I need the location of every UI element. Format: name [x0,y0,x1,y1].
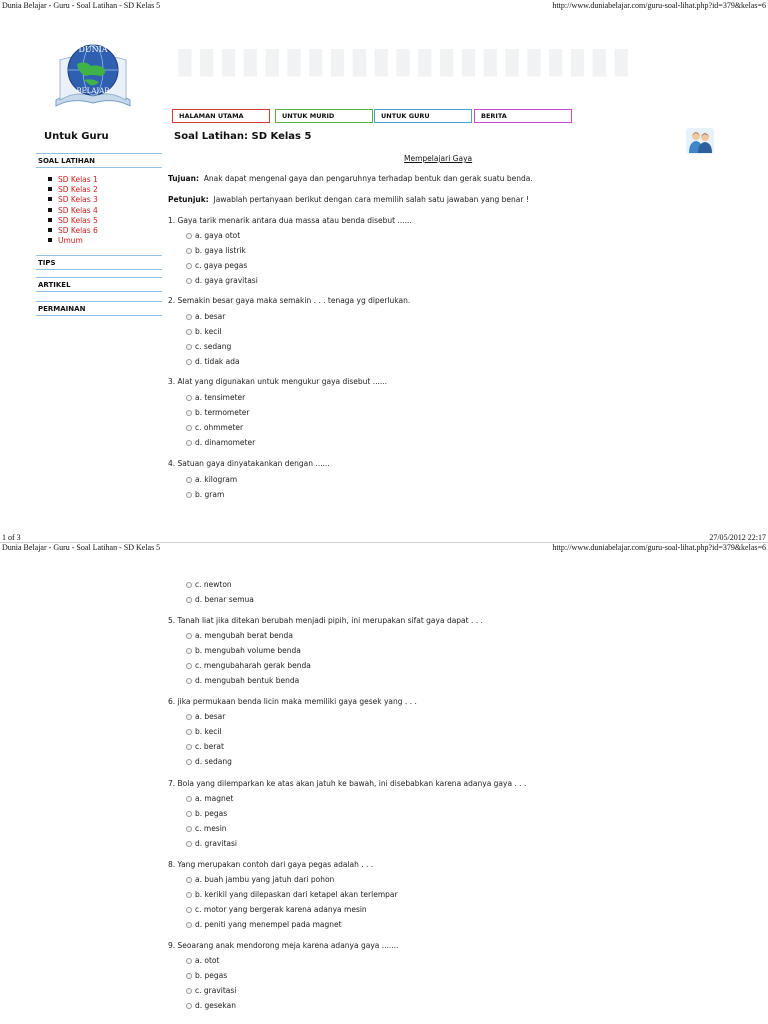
answer-option[interactable]: d. sedang [186,757,232,766]
bullet-icon [48,208,52,212]
print-header-url: http://www.duniabelajar.com/guru-soal-lihat.php?id=379&kelas=6 [552,543,766,552]
sidebar-class-list [48,175,98,246]
bullet-icon [48,197,52,201]
bullet-icon [48,177,52,181]
answer-option[interactable]: d. peniti yang menempel pada magnet [186,920,342,929]
answer-option[interactable]: a. magnet [186,794,233,803]
petunjuk-paragraph: Petunjuk: Jawablah pertanyaan berikut dengan cara memilih salah satu jawaban yang benar ! [168,195,529,204]
sidebar-item-sd-kelas-1[interactable]: SD Kelas 1 [48,175,98,185]
sidebar-section-soal-latihan[interactable]: SOAL LATIHAN [36,153,162,168]
question-1: 1. Gaya tarik menarik antara dua massa atau benda disebut ...... [168,216,412,225]
answer-option[interactable]: b. gaya listrik [186,246,246,255]
radio-button[interactable] [186,329,192,335]
svg-text:BELAJAR: BELAJAR [76,87,110,95]
sidebar-item-umum[interactable]: Umum [48,236,98,246]
answer-option[interactable]: d. benar semua [186,595,254,604]
answer-option[interactable]: a. kilogram [186,475,237,484]
radio-button[interactable] [186,811,192,817]
page-title: Soal Latihan: SD Kelas 5 [174,131,312,142]
answer-option[interactable]: c. sedang [186,342,231,351]
radio-button[interactable] [186,278,192,284]
question-6: 6. jika permukaan benda licin maka memiliki gaya gesek yang . . . [168,697,417,706]
answer-option[interactable]: c. gaya pegas [186,261,247,270]
sidebar-item-sd-kelas-2[interactable]: SD Kelas 2 [48,185,98,195]
print-header-url: http://www.duniabelajar.com/guru-soal-lihat.php?id=379&kelas=6 [552,1,766,10]
answer-option[interactable]: d. tidak ada [186,357,240,366]
svg-text:DUNIA: DUNIA [78,45,108,54]
banner-image: ▮▮▮▮▮▮▮▮▮▮▮▮▮▮▮▮▮▮▮▮▮ [175,40,634,81]
answer-option[interactable]: a. otot [186,956,219,965]
answer-option[interactable]: c. mengubaharah gerak benda [186,661,311,670]
radio-button[interactable] [186,958,192,964]
radio-button[interactable] [186,395,192,401]
answer-option[interactable]: b. pegas [186,809,227,818]
question-3: 3. Alat yang digunakan untuk mengukur gaya disebut ...... [168,377,387,386]
answer-option[interactable]: c. newton [186,580,232,589]
radio-button[interactable] [186,988,192,994]
radio-button[interactable] [186,877,192,883]
sidebar-item-sd-kelas-6[interactable]: SD Kelas 6 [48,226,98,236]
radio-button[interactable] [186,714,192,720]
answer-option[interactable]: a. buah jambu yang jatuh dari pohon [186,875,334,884]
answer-option[interactable]: c. mesin [186,824,227,833]
radio-button[interactable] [186,582,192,588]
radio-button[interactable] [186,1003,192,1009]
answer-option[interactable]: d. gesekan [186,1001,236,1010]
sidebar-item-sd-kelas-3[interactable]: SD Kelas 3 [48,195,98,205]
answer-option[interactable]: a. besar [186,312,225,321]
answer-option[interactable]: d. dinamometer [186,438,255,447]
question-8: 8. Yang merupakan contoh dari gaya pegas adalah . . . [168,860,374,869]
radio-button[interactable] [186,263,192,269]
radio-button[interactable] [186,233,192,239]
answer-option[interactable]: a. mengubah berat benda [186,631,293,640]
radio-button[interactable] [186,410,192,416]
answer-option[interactable]: d. gaya gravitasi [186,276,258,285]
question-7: 7. Bola yang dilemparkan ke atas akan jatuh ke bawah, ini disebabkan karena adanya gaya . . . [168,779,527,788]
radio-button[interactable] [186,248,192,254]
bullet-icon [48,218,52,222]
nav-untuk-guru[interactable]: UNTUK GURU [374,109,472,123]
radio-button[interactable] [186,597,192,603]
answer-option[interactable]: c. gravitasi [186,986,236,995]
radio-button[interactable] [186,492,192,498]
sidebar-item-sd-kelas-5[interactable]: SD Kelas 5 [48,216,98,226]
radio-button[interactable] [186,841,192,847]
radio-button[interactable] [186,440,192,446]
answer-option[interactable]: b. mengubah volume benda [186,646,301,655]
radio-button[interactable] [186,314,192,320]
radio-button[interactable] [186,425,192,431]
radio-button[interactable] [186,796,192,802]
question-2: 2. Semakin besar gaya maka semakin . . . tenaga yg diperlukan. [168,296,411,305]
page-number: 1 of 3 [2,533,21,542]
sidebar-section-artikel[interactable]: ARTIKEL [36,277,162,292]
radio-button[interactable] [186,729,192,735]
answer-option[interactable]: d. gravitasi [186,839,237,848]
bullet-icon [48,228,52,232]
answer-option[interactable]: b. kecil [186,327,222,336]
bullet-icon [48,187,52,191]
sidebar-section-tips[interactable]: TIPS [36,255,162,270]
radio-button[interactable] [186,344,192,350]
sidebar-section-permainan[interactable]: PERMAINAN [36,301,162,316]
radio-button[interactable] [186,922,192,928]
radio-button[interactable] [186,678,192,684]
nav-halaman-utama[interactable]: HALAMAN UTAMA [172,109,270,123]
radio-button[interactable] [186,648,192,654]
radio-button[interactable] [186,826,192,832]
nav-untuk-murid[interactable]: UNTUK MURID [275,109,373,123]
question-4: 4. Satuan gaya dinyatakankan dengan ...... [168,459,330,468]
teachers-icon [686,128,714,154]
answer-option[interactable]: c. motor yang bergerak karena adanya mesin [186,905,367,914]
answer-option[interactable]: c. ohmmeter [186,423,243,432]
answer-option[interactable]: b. gram [186,490,224,499]
lesson-subject: Mempelajari Gaya [404,154,473,163]
radio-button[interactable] [186,892,192,898]
print-header-title: Dunia Belajar - Guru - Soal Latihan - SD Kelas 5 [2,1,161,10]
question-9: 9. Seoarang anak mendorong meja karena adanya gaya ....... [168,941,399,950]
answer-option[interactable]: a. gaya otot [186,231,240,240]
radio-button[interactable] [186,759,192,765]
answer-option[interactable]: a. besar [186,712,225,721]
dunia-belajar-logo[interactable] [52,30,134,110]
answer-option[interactable]: a. tensimeter [186,393,245,402]
question-5: 5. Tanah liat jika ditekan berubah menjadi pipih, ini merupakan sifat gaya dapat . . . [168,616,483,625]
radio-button[interactable] [186,907,192,913]
radio-button[interactable] [186,477,192,483]
answer-option[interactable]: d. mengubah bentuk benda [186,676,299,685]
tujuan-paragraph: Tujuan: Anak dapat mengenal gaya dan pengaruhnya terhadap bentuk dan gerak suatu benda. [168,174,533,183]
answer-option[interactable]: b. pegas [186,971,227,980]
answer-option[interactable]: b. kecil [186,727,222,736]
sidebar-item-sd-kelas-4[interactable]: SD Kelas 4 [48,206,98,216]
nav-berita[interactable]: BERITA [474,109,572,123]
answer-option[interactable]: b. termometer [186,408,250,417]
answer-option[interactable]: c. berat [186,742,224,751]
radio-button[interactable] [186,744,192,750]
print-datetime: 27/05/2012 22:17 [709,533,766,542]
radio-button[interactable] [186,359,192,365]
bullet-icon [48,238,52,242]
sidebar-title: Untuk Guru [44,131,109,142]
radio-button[interactable] [186,633,192,639]
radio-button[interactable] [186,663,192,669]
answer-option[interactable]: b. kerikil yang dilepaskan dari ketapel akan terlempar [186,890,398,899]
radio-button[interactable] [186,973,192,979]
print-header-title: Dunia Belajar - Guru - Soal Latihan - SD Kelas 5 [2,543,161,552]
